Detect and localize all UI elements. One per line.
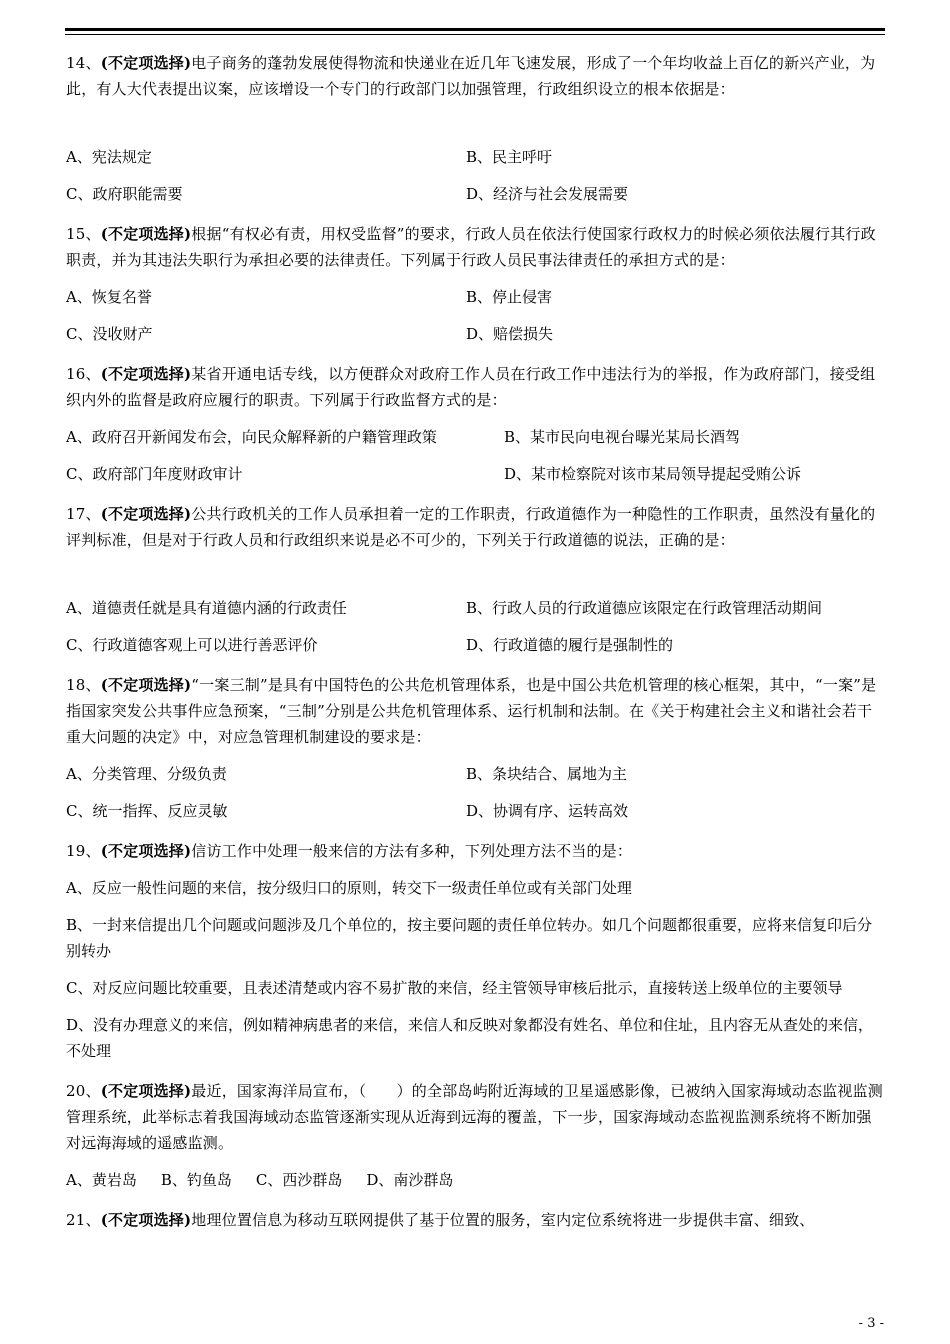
question-number: 17、 — [66, 505, 101, 523]
question-number: 14、 — [66, 54, 101, 72]
options-row — [66, 321, 886, 347]
question-type-tag: (不定项选择) — [100, 365, 192, 383]
question-number: 20、 — [66, 1082, 101, 1100]
option-b[interactable]: B、民主呼吁 — [466, 148, 553, 166]
question-number: 16、 — [66, 365, 101, 383]
options-row — [66, 284, 886, 310]
question-17 — [66, 501, 886, 553]
option-a[interactable]: A、反应一般性问题的来信，按分级归口的原则，转交下一级责任单位或有关部门处理 — [66, 879, 632, 897]
question-text: 某省开通电话专线，以方便群众对政府工作人员在行政工作中违法行为的举报，作为政府部门，接受组织内外的监督是政府应履行的职责。下列属于行政监督方式的是： — [66, 365, 876, 409]
page-number: - 3 - — [858, 1316, 884, 1331]
question-text: “一案三制”是具有中国特色的公共危机管理体系，也是中国公共危机管理的核心框架，其中，“一案”是指国家突发公共事件应急预案，“三制”分别是公共危机管理体系、运行机制和法制。在《关于构建社会主义和谐社会若干重大问题的决定》中，对应急管理机制建设的要求是： — [66, 676, 877, 746]
question-text: 最近，国家海洋局宣布，（ ）的全部岛屿附近海域的卫星遥感影像，已被纳入国家海域动态监视监测管理系统，此举标志着我国海域动态监管逐渐实现从近海到远海的覆盖，下一步，国家海域动态监视监测系统将不断加强对远海海域的遥感监测。 — [66, 1082, 884, 1152]
option-b[interactable]: B、行政人员的行政道德应该限定在行政管理活动期间 — [466, 599, 823, 617]
question-text: 地理位置信息为移动互联网提供了基于位置的服务，室内定位系统将进一步提供丰富、细致、 — [191, 1211, 815, 1229]
question-type-tag: (不定项选择) — [100, 225, 192, 243]
question-18 — [66, 672, 886, 750]
option-d[interactable]: D、南沙群岛 — [366, 1171, 454, 1189]
options-row — [66, 144, 886, 170]
options-row — [66, 798, 886, 824]
options-row — [66, 632, 886, 658]
question-text: 公共行政机关的工作人员承担着一定的工作职责，行政道德作为一种隐性的工作职责，虽然没有量化的评判标准，但是对于行政人员和行政组织来说是必不可少的，下列关于行政道德的说法，正确的是： — [66, 505, 876, 549]
header-rule-thin — [65, 34, 885, 35]
question-type-tag: (不定项选择) — [100, 1211, 192, 1229]
options-row — [66, 424, 886, 450]
option-a[interactable]: A、分类管理、分级负责 — [66, 765, 227, 783]
question-number: 21、 — [66, 1211, 101, 1229]
options-row — [66, 761, 886, 787]
question-number: 18、 — [66, 676, 101, 694]
option-c[interactable]: C、政府职能需要 — [66, 185, 183, 203]
option-b[interactable]: B、钓鱼岛 — [160, 1171, 232, 1189]
question-14 — [66, 50, 886, 102]
question-16 — [66, 361, 886, 413]
option-b[interactable]: B、停止侵害 — [466, 288, 553, 306]
header-rule-thick — [65, 28, 885, 31]
option-b[interactable]: B、某市民向电视台曝光某局长酒驾 — [504, 428, 741, 446]
options-row — [66, 595, 886, 621]
question-type-tag: (不定项选择) — [100, 676, 192, 694]
question-15 — [66, 221, 886, 273]
options-row — [66, 461, 886, 487]
question-number: 15、 — [66, 225, 101, 243]
option-c[interactable]: C、行政道德客观上可以进行善恶评价 — [66, 636, 318, 654]
option-a[interactable]: A、道德责任就是具有道德内涵的行政责任 — [66, 599, 347, 617]
option-d[interactable]: D、协调有序、运转高效 — [466, 802, 629, 820]
question-text: 信访工作中处理一般来信的方法有多种，下列处理方法不当的是： — [191, 842, 633, 860]
question-type-tag: (不定项选择) — [100, 842, 192, 860]
option-c[interactable]: C、没收财产 — [66, 325, 153, 343]
option-c[interactable]: C、对反应问题比较重要，且表述清楚或内容不易扩散的来信，经主管领导审核后批示，直接转送上级单位的主要领导 — [66, 979, 843, 997]
question-20 — [66, 1078, 886, 1156]
option-c[interactable]: C、统一指挥、反应灵敏 — [66, 802, 228, 820]
option-d[interactable]: D、经济与社会发展需要 — [466, 185, 629, 203]
option-d[interactable]: D、赔偿损失 — [466, 325, 554, 343]
option-d[interactable]: D、某市检察院对该市某局领导提起受贿公诉 — [504, 465, 802, 483]
option-c[interactable]: C、政府部门年度财政审计 — [66, 465, 243, 483]
question-19 — [66, 838, 886, 864]
page-content — [66, 50, 886, 1233]
options-row — [66, 181, 886, 207]
option-d[interactable]: D、行政道德的履行是强制性的 — [466, 636, 674, 654]
question-type-tag: (不定项选择) — [100, 1082, 192, 1100]
option-a[interactable]: A、恢复名誉 — [66, 288, 152, 306]
question-number: 19、 — [66, 842, 101, 860]
option-a[interactable]: A、政府召开新闻发布会，向民众解释新的户籍管理政策 — [66, 428, 437, 446]
option-a[interactable]: A、黄岩岛 — [66, 1171, 137, 1189]
question-type-tag: (不定项选择) — [100, 54, 192, 72]
option-a[interactable]: A、宪法规定 — [66, 148, 152, 166]
options-row — [66, 1167, 886, 1193]
option-b[interactable]: B、条块结合、属地为主 — [466, 765, 628, 783]
question-text: 电子商务的蓬勃发展使得物流和快递业在近几年飞速发展，形成了一个年均收益上百亿的新兴产业，为此，有人大代表提出议案，应该增设一个专门的行政部门以加强管理，行政组织设立的根本依据是： — [66, 54, 876, 98]
question-text: 根据“有权必有责，用权受监督”的要求，行政人员在依法行使国家行政权力的时候必须依法履行其行政职责，并为其违法失职行为承担必要的法律责任。下列属于行政人员民事法律责任的承担方式的是： — [66, 225, 876, 269]
question-21 — [66, 1207, 886, 1233]
question-type-tag: (不定项选择) — [100, 505, 192, 523]
option-b[interactable]: B、一封来信提出几个问题或问题涉及几个单位的，按主要问题的责任单位转办。如几个问题都很重要，应将来信复印后分别转办 — [66, 916, 873, 960]
option-c[interactable]: C、西沙群岛 — [255, 1171, 343, 1189]
option-d[interactable]: D、没有办理意义的来信，例如精神病患者的来信，来信人和反映对象都没有姓名、单位和住址，且内容无从查处的来信，不处理 — [66, 1016, 874, 1060]
